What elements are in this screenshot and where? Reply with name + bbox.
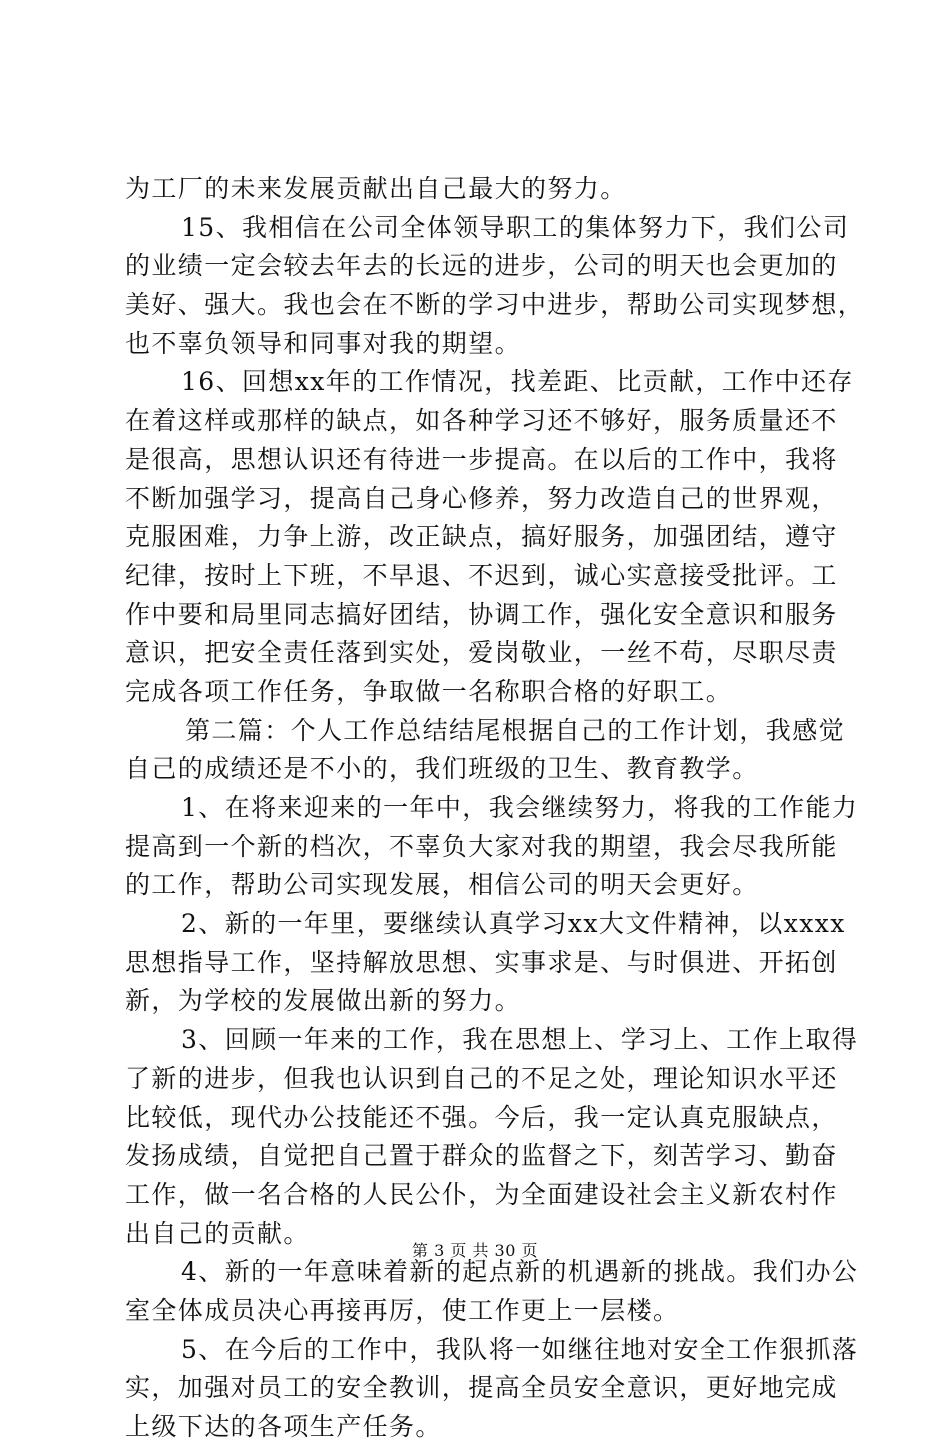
- text-line: 在着这样或那样的缺点，如各种学习还不够好，服务质量还不: [125, 406, 838, 436]
- text-line: 自己的成绩还是不小的，我们班级的卫生、教育教学。: [125, 754, 759, 784]
- text-line: 室全体成员决心再接再厉，使工作更上一层楼。: [125, 1295, 680, 1325]
- text-line: 的工作，帮助公司实现发展，相信公司的明天会更好。: [125, 870, 759, 900]
- text-line: 工作，做一名合格的人民公仆，为全面建设社会主义新农村作: [125, 1179, 838, 1209]
- text-line: 1、在将来迎来的一年中，我会继续努力，将我的工作能力: [181, 793, 859, 822]
- text-line: 出自己的贡献。: [125, 1218, 310, 1248]
- text-line: 比较低，现代办公技能还不强。今后，我一定认真克服缺点，: [125, 1102, 838, 1132]
- text-line: 为工厂的未来发展贡献出自己最大的努力。: [125, 174, 627, 203]
- text-line: 提高到一个新的档次，不辜负大家对我的期望，我会尽我所能: [125, 831, 838, 861]
- text-line: 实，加强对员工的安全教训，提高全员安全意识，更好地完成: [125, 1373, 838, 1403]
- text-line: 作中要和局里同志搞好团结，协调工作，强化安全意识和服务: [125, 599, 838, 629]
- page-number-footer: 第 3 页 共 30 页: [412, 1241, 538, 1260]
- text-line: 也不辜负领导和同事对我的期望。: [125, 328, 522, 358]
- text-line: 新，为学校的发展做出新的努力。: [125, 986, 522, 1016]
- text-line: 的业绩一定会较去年去的长远的进步，公司的明天也会更加的: [125, 251, 838, 281]
- text-line: 思想指导工作，坚持解放思想、实事求是、与时俱进、开拓创: [125, 947, 838, 977]
- text-line: 16、回想xx年的工作情况，找差距、比贡献，工作中还存: [181, 367, 854, 397]
- text-line: 不断加强学习，提高自己身心修养，努力改造自己的世界观，: [125, 483, 838, 513]
- section-heading-line: 第二篇：个人工作总结结尾根据自己的工作计划，我感觉: [185, 715, 846, 745]
- text-line: 是很高，思想认识还有待进一步提高。在以后的工作中，我将: [125, 444, 838, 474]
- text-line: 了新的进步，但我也认识到自己的不足之处，理论知识水平还: [125, 1063, 838, 1093]
- text-line: 纪律，按时上下班，不早退、不迟到，诚心实意接受批评。工: [125, 560, 838, 590]
- text-line: 2、新的一年里，要继续认真学习xx大文件精神，以xxxx: [181, 909, 846, 939]
- text-line: 5、在今后的工作中，我队将一如继往地对安全工作狠抓落: [181, 1334, 859, 1364]
- text-line: 上级下达的各项生产任务。: [125, 1412, 442, 1441]
- text-line: 克服困难，力争上游，改正缺点，搞好服务，加强团结，遵守: [125, 522, 838, 552]
- text-line: 完成各项工作任务，争取做一名称职合格的好职工。: [125, 676, 733, 706]
- text-line: 4、新的一年意味着新的起点新的机遇新的挑战。我们办公: [181, 1257, 859, 1287]
- text-line: 意识，把安全责任落到实处，爱岗敬业，一丝不苟，尽职尽责: [125, 638, 838, 668]
- text-line: 发扬成绩，自觉把自己置于群众的监督之下，刻苦学习、勤奋: [125, 1141, 838, 1171]
- text-line: 15、我相信在公司全体领导职工的集体努力下，我们公司: [181, 212, 850, 242]
- text-line: 美好、强大。我也会在不断的学习中进步，帮助公司实现梦想，: [125, 290, 865, 320]
- text-line: 3、回顾一年来的工作，我在思想上、学习上、工作上取得: [181, 1025, 859, 1055]
